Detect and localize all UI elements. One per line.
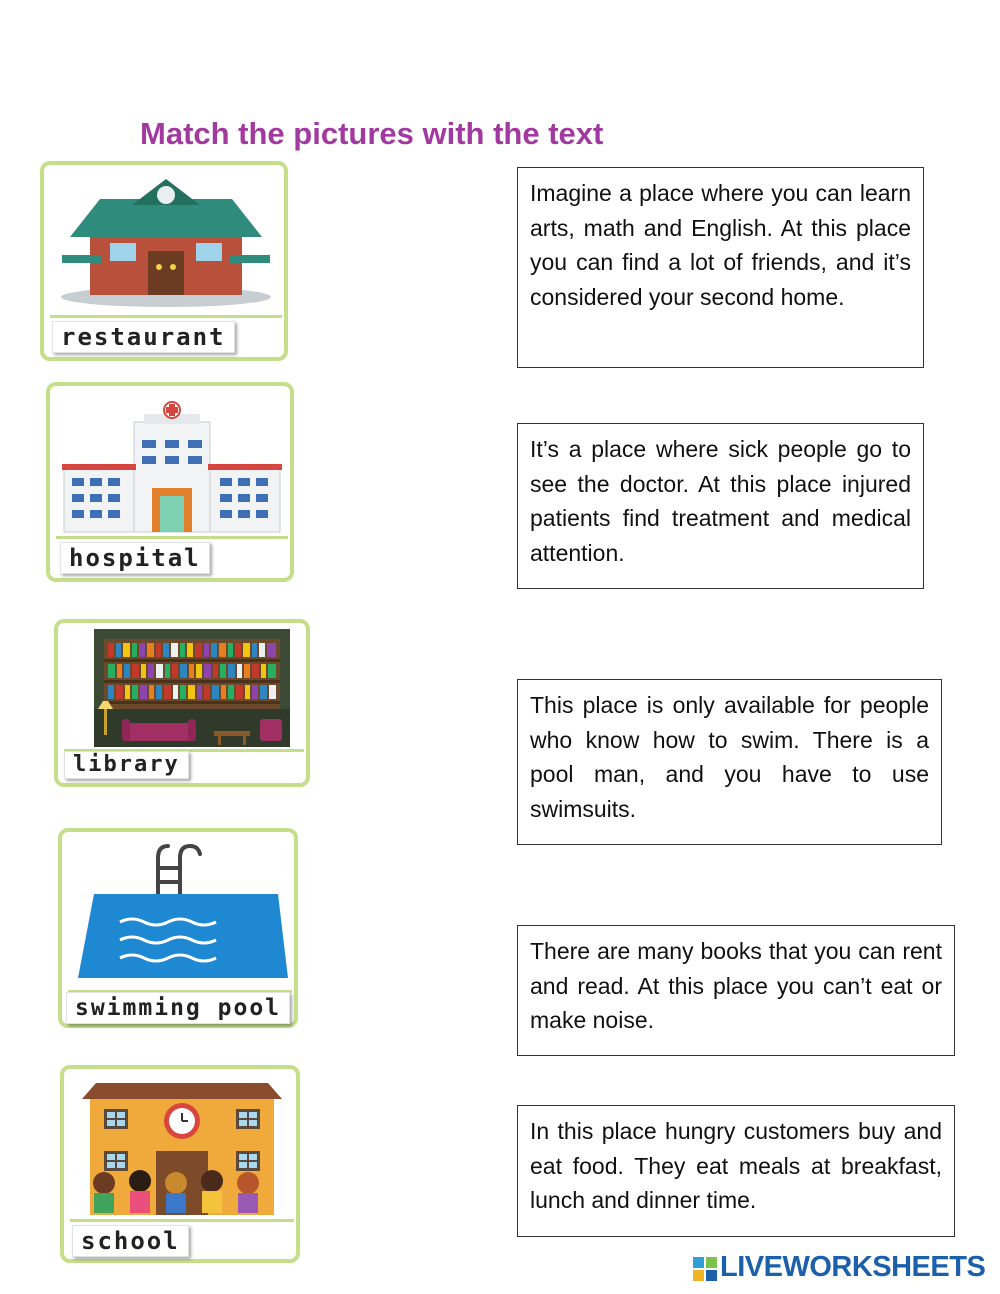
swimming-pool-icon (68, 838, 292, 986)
school-icon (70, 1075, 294, 1215)
restaurant-icon (50, 171, 282, 311)
description-box: This place is only available for people who know how to swim. There is a pool man, and you have to use swimsuits. (517, 679, 942, 845)
description-box: There are many books that you can rent and read. At this place you can’t eat or make noise. (517, 925, 955, 1056)
brand-name: LIVEWORKSHEETS (720, 1251, 986, 1283)
card-label: swimming pool (66, 992, 290, 1024)
hospital-icon (56, 392, 288, 534)
liveworksheets-logo-icon (693, 1257, 717, 1281)
picture-card-restaurant[interactable] (40, 161, 288, 361)
card-label: school (72, 1225, 189, 1257)
library-icon (64, 629, 304, 747)
picture-card-swimming-pool[interactable] (58, 828, 298, 1028)
picture-card-hospital[interactable] (46, 382, 294, 582)
picture-card-school[interactable] (60, 1065, 300, 1263)
card-label: hospital (60, 542, 210, 574)
card-label: restaurant (52, 321, 235, 353)
worksheet-title: Match the pictures with the text (140, 116, 604, 151)
card-label: library (64, 751, 189, 779)
picture-card-library[interactable] (54, 619, 310, 787)
description-box: In this place hungry customers buy and eat food. They eat meals at breakfast, lunch and dinner time. (517, 1105, 955, 1237)
description-box: It’s a place where sick people go to see the doctor. At this place injured patients find treatment and medical attention. (517, 423, 924, 589)
description-box: Imagine a place where you can learn arts, math and English. At this place you can find a lot of friends, and it’s considered your second home. (517, 167, 924, 368)
